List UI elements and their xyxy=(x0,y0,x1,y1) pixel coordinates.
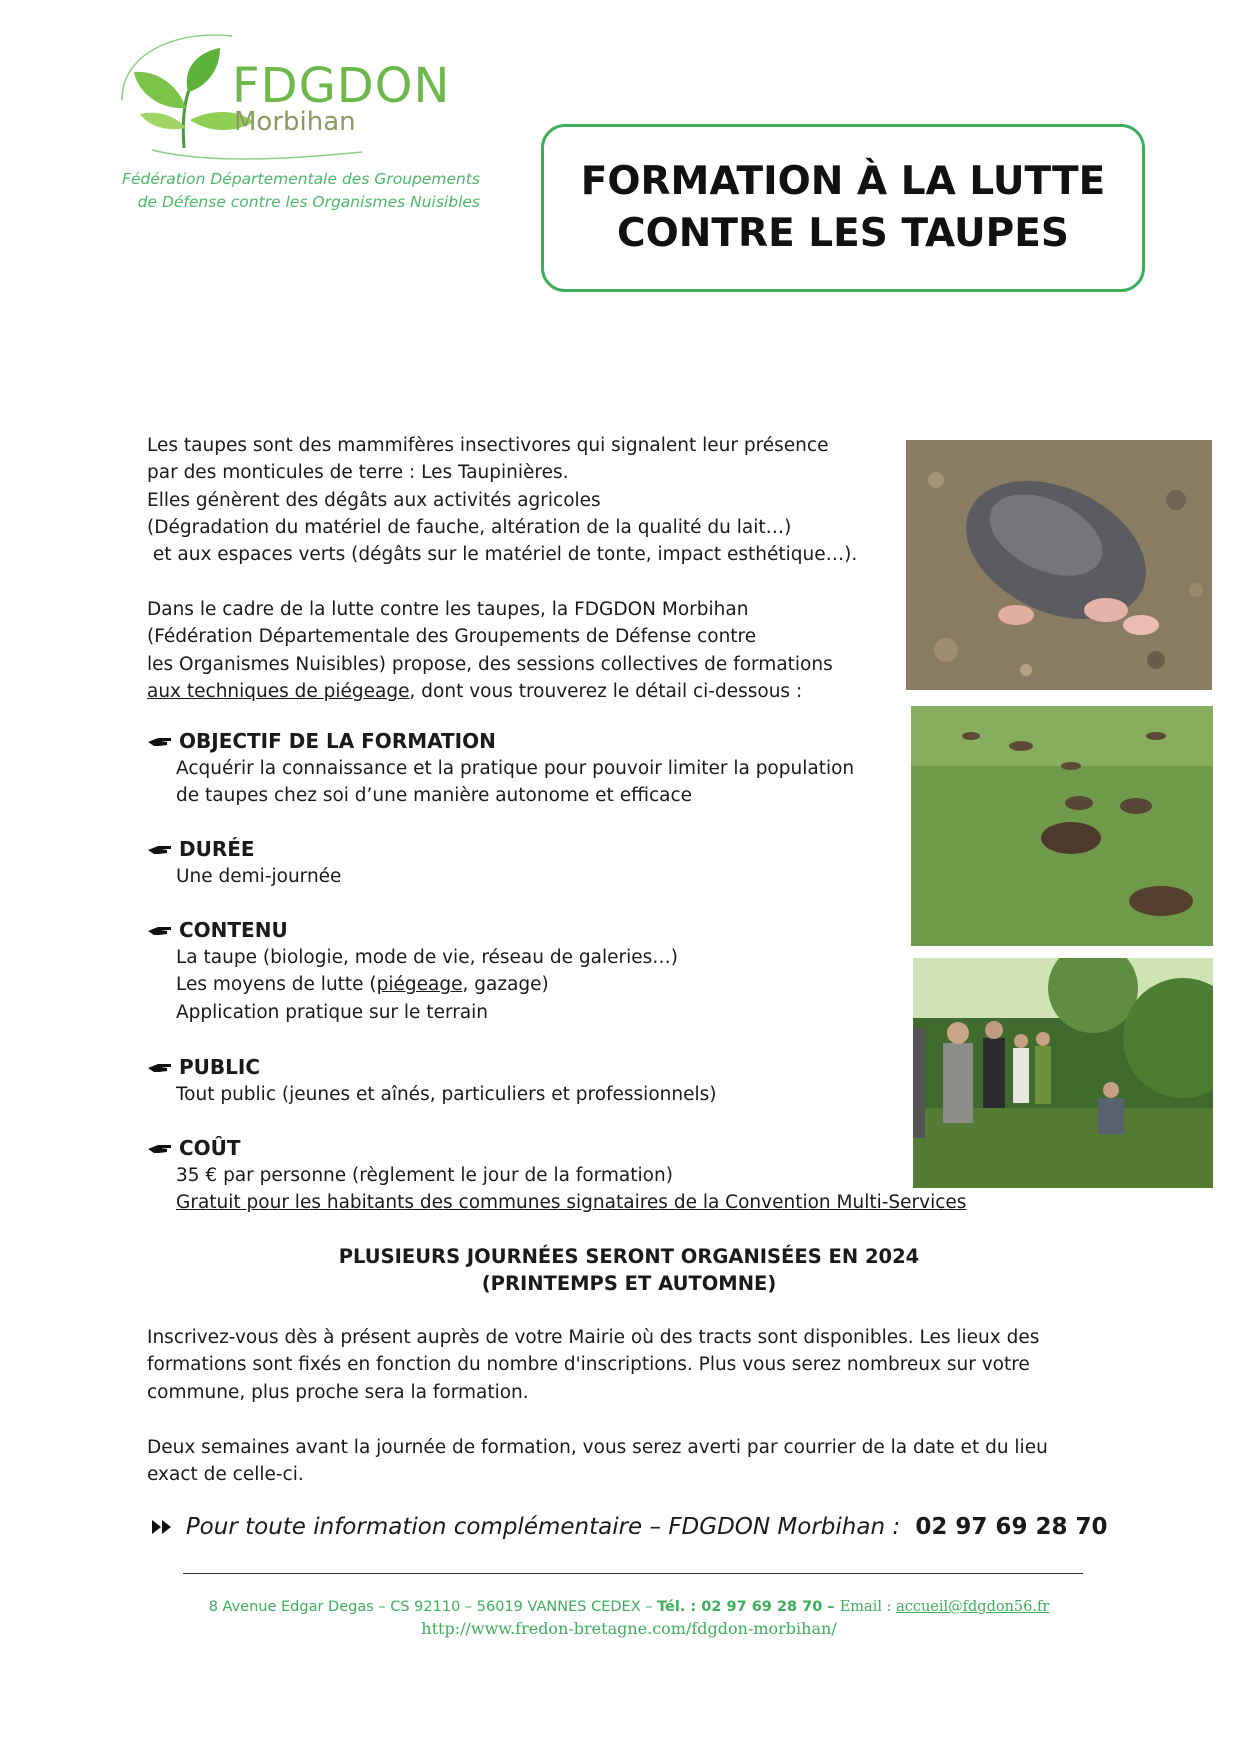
pointing-hand-icon xyxy=(147,735,173,749)
section-contenu: CONTENU La taupe (biologie, mode de vie, réseau de galeries…) Les moyens de lutte (piégeage, gazage) Application pratique sur le terrain xyxy=(147,917,678,1026)
email-link[interactable]: accueil@fdgdon56.fr xyxy=(896,1599,1050,1615)
section-heading: DURÉE xyxy=(147,836,341,863)
footer-divider xyxy=(183,1573,1083,1574)
intro-paragraph-2: Dans le cadre de la lutte contre les taupes, la FDGDON Morbihan (Fédération Départementale des Groupements de Défense contre les Organismes Nuisibles) propose, des sessions collectives de formations aux techniques de piégeage, dont vous trouverez le détail ci-dessous : xyxy=(147,599,833,702)
section-heading: PUBLIC xyxy=(147,1054,716,1081)
section-heading: COÛT xyxy=(147,1135,966,1162)
section-cout: COÛT 35 € par personne (règlement le jour de la formation) Gratuit pour les habitants des communes signataires de la Convention Multi-Services xyxy=(147,1135,966,1217)
section-heading: CONTENU xyxy=(147,917,678,944)
organization-full-name: Fédération Départementale des Groupements de Défense contre les Organismes Nuisibles xyxy=(122,170,480,211)
svg-text:FDGDON: FDGDON xyxy=(232,58,451,114)
website-link[interactable]: http://www.fredon-bretagne.com/fdgdon-morbihan/ xyxy=(421,1619,837,1638)
pointing-hand-icon xyxy=(147,924,173,938)
section-heading: OBJECTIF DE LA FORMATION xyxy=(147,728,854,755)
molehills-field-photo xyxy=(911,706,1213,946)
notice-paragraph: Deux semaines avant la journée de formation, vous serez averti par courrier de la date et du lieu exact de celle-ci. xyxy=(147,1437,1048,1486)
contact-info-line: Pour toute information complémentaire – FDGDON Morbihan : 02 97 69 28 70 xyxy=(147,1512,1111,1542)
registration-paragraph: Inscrivez-vous dès à présent auprès de votre Mairie où des tracts sont disponibles. Les lieux des formations sont fixés en fonction du nombre d'inscriptions. Plus vous serez nombreux sur votre commune, plus proche sera la formation. xyxy=(147,1327,1040,1403)
pointing-hand-icon xyxy=(147,1142,173,1156)
training-session-photo xyxy=(913,958,1213,1188)
fdgdon-logo xyxy=(112,30,472,160)
section-public: PUBLIC Tout public (jeunes et aînés, particuliers et professionnels) xyxy=(147,1054,716,1108)
page-title: FORMATION À LA LUTTE CONTRE LES TAUPES xyxy=(580,159,1106,256)
svg-text:Morbihan: Morbihan xyxy=(234,107,356,137)
mole-photo xyxy=(906,440,1212,690)
section-objectif: OBJECTIF DE LA FORMATION Acquérir la connaissance et la pratique pour pouvoir limiter la population de taupes chez soi d’une manière autonome et efficace xyxy=(147,728,854,810)
pointing-hand-icon xyxy=(147,1061,173,1075)
section-duree: DURÉE Une demi-journée xyxy=(147,836,341,890)
pointing-hand-icon xyxy=(147,843,173,857)
title-box xyxy=(541,124,1145,292)
underlined-phrase: aux techniques de piégeage xyxy=(147,680,410,702)
double-arrow-icon xyxy=(151,1514,180,1540)
contact-phone: 02 97 69 28 70 xyxy=(915,1514,1108,1540)
footer: 8 Avenue Edgar Degas – CS 92110 – 56019 VANNES CEDEX – Tél. : 02 97 69 28 70 – Email : accueil@fdgdon56.fr http://www.fredon-bretagne.com/fdgdon-morbihan/ xyxy=(147,1596,1111,1640)
announcement: PLUSIEURS JOURNÉES SERONT ORGANISÉES EN 2024 (PRINTEMPS ET AUTOMNE) xyxy=(338,1245,920,1295)
intro-paragraph: Les taupes sont des mammifères insectivores qui signalent leur présence par des monticules de terre : Les Taupinières. Elles génèrent des dégâts aux activités agricoles (Dégradation du matériel de fauche, altération de la qualité du lait…) et aux espaces verts (dégâts sur le matériel de tonte, impact esthétique…). xyxy=(147,435,858,566)
